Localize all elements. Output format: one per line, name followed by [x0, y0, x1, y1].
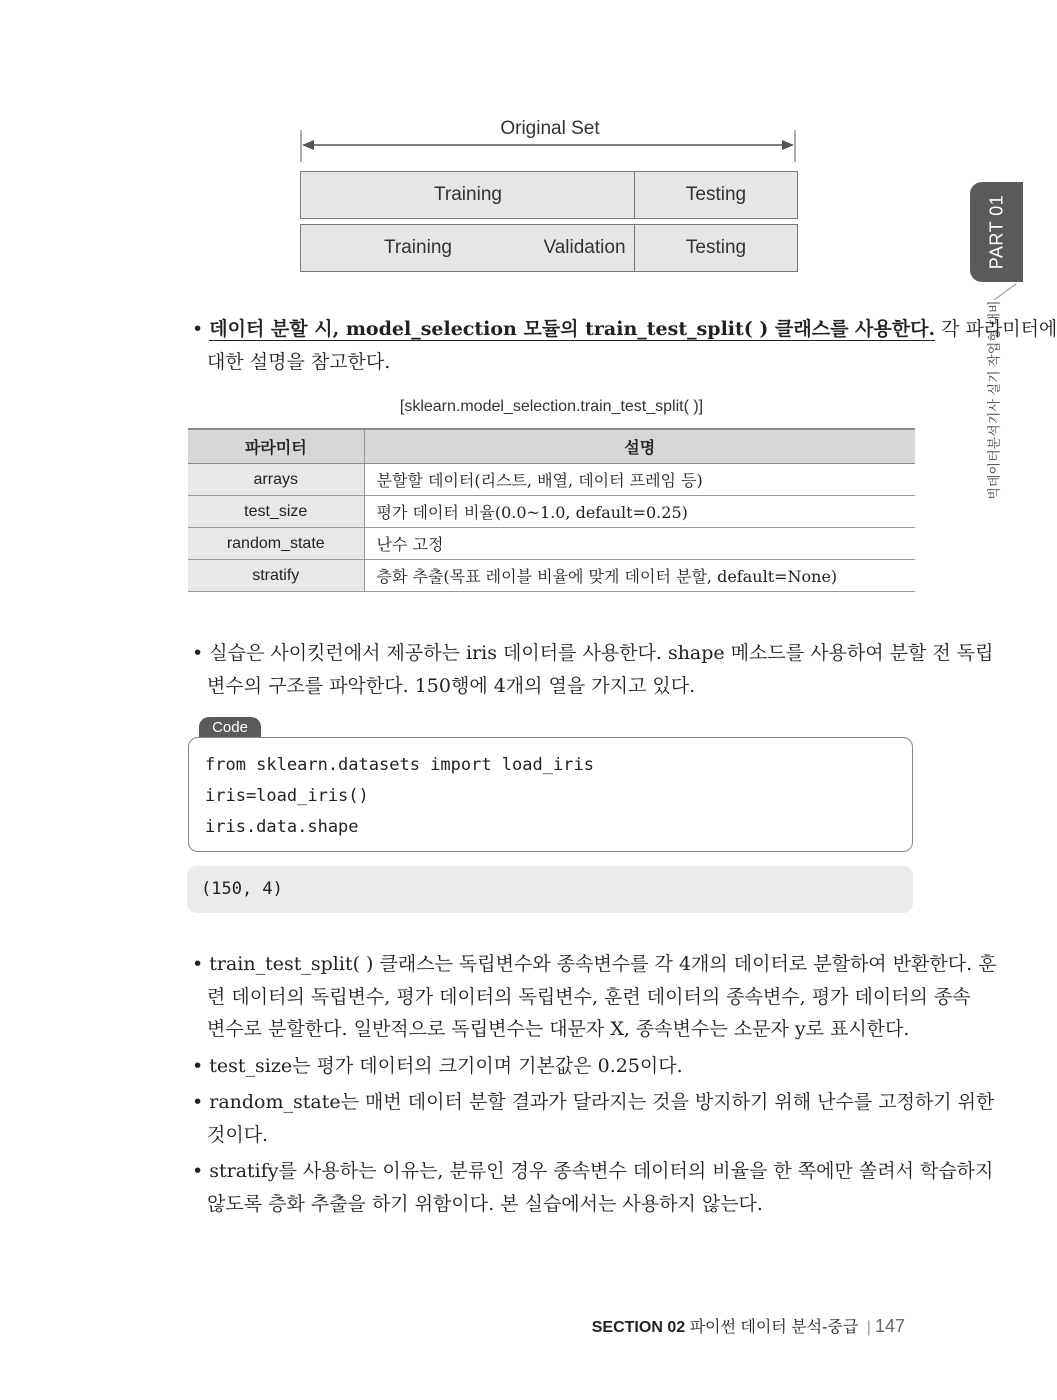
table-header-row	[188, 429, 915, 464]
side-subtitle-text: 빅데이터분석기사 실기 작업형 대비	[986, 300, 1002, 500]
bullet-line: 않도록 층화 추출을 하기 위함이다. 본 실습에서는 사용하지 않는다.	[207, 1192, 763, 1215]
bullet-iris-intro	[192, 637, 994, 703]
row2-training-box	[300, 224, 536, 272]
bullet-dot: •	[192, 1054, 210, 1077]
list-item	[192, 1050, 927, 1083]
footer-divider: |	[866, 1319, 871, 1336]
desc-cell: 층화 추출(목표 레이블 비율에 맞게 데이터 분할, default=None)	[364, 560, 915, 592]
row2-testing-box	[634, 224, 798, 272]
row1-training-box	[300, 171, 636, 219]
bullet-split-intro	[192, 313, 1057, 379]
code-block	[188, 737, 913, 852]
row2-validation-box	[534, 224, 636, 272]
param-table	[188, 428, 915, 592]
original-set-label: Original Set	[500, 118, 600, 139]
bullet-line: random_state는 매번 데이터 분할 결과가 달라지는 것을 방지하기 위해 난수를 고정하기 위한	[209, 1091, 995, 1113]
code-label: Code	[199, 717, 261, 738]
code-line: from sklearn.datasets import load_iris	[205, 755, 594, 775]
param-cell: stratify	[188, 560, 364, 592]
bullet-dot: •	[192, 642, 210, 664]
part-tab	[970, 182, 1023, 282]
tab-divider-line	[950, 282, 1023, 302]
row1-testing-label: Testing	[685, 184, 747, 205]
code-line: iris.data.shape	[205, 817, 359, 837]
table-row	[188, 560, 915, 592]
row1-training-label: Training	[434, 184, 502, 205]
header-param: 파라미터	[188, 429, 364, 464]
bullet-line: 것이다.	[207, 1123, 269, 1146]
bullet-line1: 실습은 사이킷런에서 제공하는 iris 데이터를 사용한다. shape 메소드를 사용하여 분할 전 독립	[209, 642, 994, 664]
bullet-dot: •	[192, 318, 210, 340]
bullet-rest-text: 각 파라미터에	[935, 318, 1057, 340]
original-set-arrow	[298, 126, 800, 162]
param-cell: random_state	[188, 528, 364, 560]
list-item	[192, 948, 997, 1046]
bullet-dot: •	[192, 953, 210, 975]
desc-cell: 분할할 데이터(리스트, 배열, 데이터 프레임 등)	[364, 464, 915, 496]
bullet-line: stratify를 사용하는 이유는, 분류인 경우 종속변수 데이터의 비율을 한 쪽에만 쏠려서 학습하지	[209, 1160, 994, 1182]
footer-title: 파이썬 데이터 분석-중급	[689, 1319, 859, 1336]
desc-cell: 난수 고정	[364, 528, 915, 560]
bullet-bold-text: 데이터 분할 시, model_selection 모듈의 train_test_split( ) 클래스를 사용한다.	[209, 318, 936, 340]
page-number: 147	[874, 1316, 905, 1336]
param-cell: test_size	[188, 496, 364, 528]
table-caption: [sklearn.model_selection.train_test_split( )]	[399, 398, 704, 415]
bullet-line: train_test_split( ) 클래스는 독립변수와 종속변수를 각 4개의 데이터로 분할하여 반환한다. 훈	[209, 953, 997, 975]
list-item	[192, 1086, 995, 1151]
row1-testing-box	[634, 171, 798, 219]
bullet-dot: •	[192, 1091, 210, 1113]
header-desc: 설명	[364, 429, 915, 464]
bullet-list	[192, 948, 997, 1220]
row2-testing-label: Testing	[685, 237, 747, 258]
bullet-line: test_size는 평가 데이터의 크기이며 기본값은 0.25이다.	[209, 1054, 683, 1077]
table-row	[188, 528, 915, 560]
param-cell: arrays	[188, 464, 364, 496]
row2-training-label: Training	[384, 237, 452, 258]
desc-cell: 평가 데이터 비율(0.0~1.0, default=0.25)	[364, 496, 915, 528]
page-footer	[560, 1314, 905, 1337]
row2-validation-label: Validation	[543, 237, 626, 258]
code-output: (150, 4)	[187, 866, 913, 913]
code-line: iris=load_iris()	[205, 786, 369, 806]
table-row	[188, 496, 915, 528]
bullet-line2: 대한 설명을 참고한다.	[207, 351, 391, 373]
bullet-dot: •	[192, 1160, 210, 1182]
footer-section: SECTION 02	[591, 1319, 686, 1336]
bullet-line: 련 데이터의 독립변수, 평가 데이터의 독립변수, 훈련 데이터의 종속변수, 평가 데이터의 종속	[207, 985, 971, 1008]
list-item	[192, 1155, 994, 1220]
part-label: PART 01	[986, 194, 1006, 270]
bullet-line2: 변수의 구조를 파악한다. 150행에 4개의 열을 가지고 있다.	[207, 675, 696, 697]
table-row	[188, 464, 915, 496]
bullet-line: 변수로 분할한다. 일반적으로 독립변수는 대문자 X, 종속변수는 소문자 y로 표시한다.	[207, 1018, 910, 1040]
